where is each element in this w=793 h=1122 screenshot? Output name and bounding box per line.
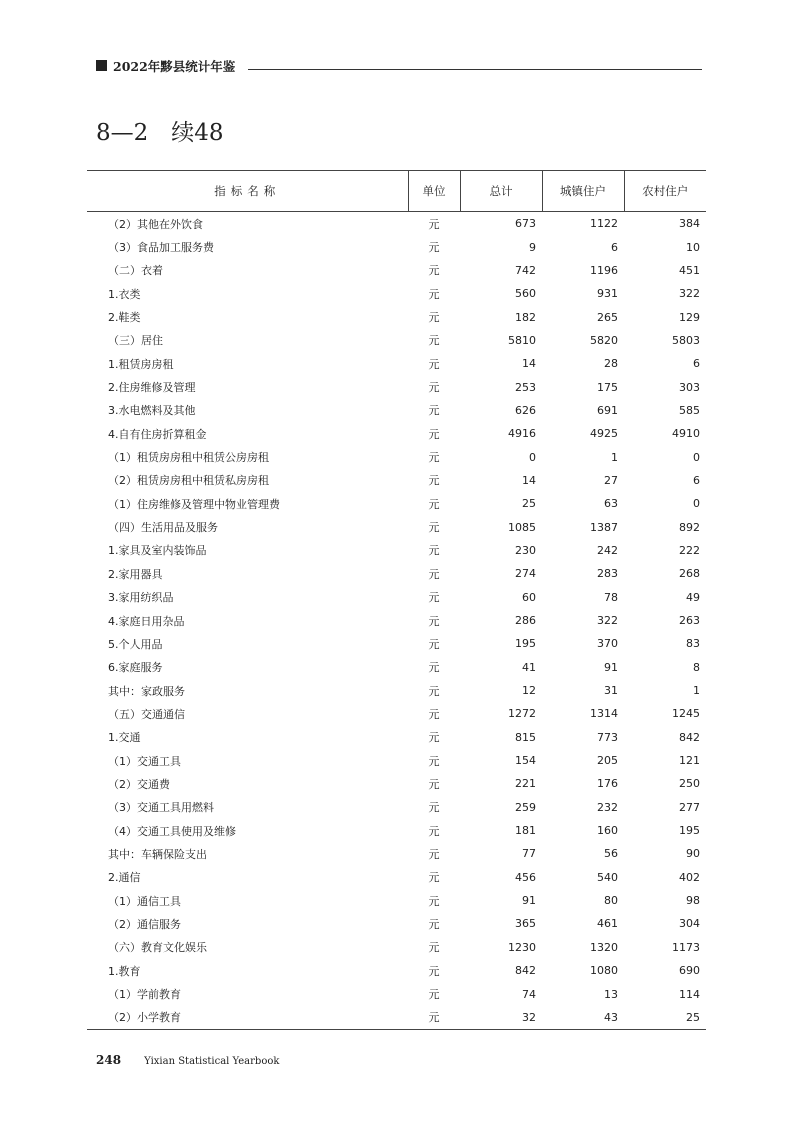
row-urban-cell: 27 xyxy=(604,473,618,487)
row-total-cell: 12 xyxy=(522,684,536,698)
row-total-cell: 221 xyxy=(515,777,536,791)
row-name-cell: 其中：车辆保险支出 xyxy=(108,847,207,861)
row-name-cell: （2）其他在外饮食 xyxy=(108,217,203,231)
table-row xyxy=(87,515,706,538)
table-row xyxy=(87,352,706,375)
table-row xyxy=(87,492,706,515)
row-unit-cell: 元 xyxy=(428,521,440,535)
row-rural-cell: 585 xyxy=(679,403,700,417)
row-total-cell: 456 xyxy=(515,870,536,884)
row-unit-cell: 元 xyxy=(428,964,440,978)
row-total-cell: 74 xyxy=(522,987,536,1001)
row-name-cell: （三）居住 xyxy=(108,334,163,348)
row-rural-cell: 8 xyxy=(693,660,700,674)
row-name-cell: （3）食品加工服务费 xyxy=(108,241,214,255)
table-row xyxy=(87,982,706,1005)
row-unit-cell: 元 xyxy=(428,801,440,815)
row-name-cell: 3.家用纺织品 xyxy=(108,591,174,605)
row-name-cell: 2.通信 xyxy=(108,871,141,885)
row-rural-cell: 277 xyxy=(679,800,700,814)
column-header-urban: 城镇住户 xyxy=(542,171,624,212)
row-urban-cell: 370 xyxy=(597,637,618,651)
row-name-cell: 1.交通 xyxy=(108,731,141,745)
table-row xyxy=(87,889,706,912)
row-total-cell: 14 xyxy=(522,473,536,487)
running-header xyxy=(96,58,702,78)
row-rural-cell: 384 xyxy=(679,217,700,231)
table-header-row xyxy=(87,171,706,212)
row-rural-cell: 0 xyxy=(693,497,700,511)
row-total-cell: 41 xyxy=(522,660,536,674)
row-total-cell: 253 xyxy=(515,380,536,394)
row-name-cell: 4.自有住房折算租金 xyxy=(108,427,207,441)
row-urban-cell: 63 xyxy=(604,497,618,511)
row-rural-cell: 114 xyxy=(679,987,700,1001)
row-name-cell: 1.衣类 xyxy=(108,287,141,301)
row-total-cell: 1230 xyxy=(508,940,536,954)
row-total-cell: 181 xyxy=(515,824,536,838)
row-unit-cell: 元 xyxy=(428,684,440,698)
table-row xyxy=(87,749,706,772)
table-row xyxy=(87,422,706,445)
row-total-cell: 286 xyxy=(515,614,536,628)
row-total-cell: 673 xyxy=(515,217,536,231)
table-row xyxy=(87,1006,706,1030)
table-row xyxy=(87,702,706,725)
table-row xyxy=(87,632,706,655)
row-unit-cell: 元 xyxy=(428,661,440,675)
row-unit-cell: 元 xyxy=(428,287,440,301)
row-total-cell: 32 xyxy=(460,1006,542,1030)
row-urban-cell: 56 xyxy=(604,847,618,861)
row-unit-cell: 元 xyxy=(428,311,440,325)
table-row xyxy=(87,796,706,819)
row-urban-cell: 176 xyxy=(597,777,618,791)
row-urban-cell: 540 xyxy=(597,870,618,884)
table-row xyxy=(87,305,706,328)
row-rural-cell: 90 xyxy=(686,847,700,861)
row-rural-cell: 892 xyxy=(679,520,700,534)
row-rural-cell: 303 xyxy=(679,380,700,394)
row-total-cell: 842 xyxy=(515,964,536,978)
row-rural-cell: 5803 xyxy=(672,333,700,347)
book-name: Yixian Statistical Yearbook xyxy=(144,1056,280,1067)
header-rule xyxy=(248,69,702,70)
row-name-cell: （五）交通通信 xyxy=(108,707,185,721)
table-row xyxy=(87,399,706,422)
table-row xyxy=(87,586,706,609)
row-unit-cell: 元 xyxy=(428,894,440,908)
page-footer xyxy=(96,1049,279,1068)
row-rural-cell: 10 xyxy=(686,240,700,254)
table-row xyxy=(87,562,706,585)
row-name-cell: （1）租赁房房租中租赁公房房租 xyxy=(108,451,269,465)
row-rural-cell: 49 xyxy=(686,590,700,604)
row-total-cell: 25 xyxy=(522,497,536,511)
row-urban-cell: 31 xyxy=(604,684,618,698)
row-rural-cell: 690 xyxy=(679,964,700,978)
row-unit-cell: 元 xyxy=(428,357,440,371)
row-rural-cell: 1 xyxy=(693,684,700,698)
row-rural-cell: 4910 xyxy=(672,427,700,441)
row-total-cell: 560 xyxy=(515,287,536,301)
row-urban-cell: 1320 xyxy=(590,940,618,954)
row-unit-cell: 元 xyxy=(428,941,440,955)
row-urban-cell: 265 xyxy=(597,310,618,324)
row-urban-cell: 80 xyxy=(604,894,618,908)
row-total-cell: 182 xyxy=(515,310,536,324)
row-name-cell: 3.水电燃料及其他 xyxy=(108,404,196,418)
yearbook-title: 2022年黟县统计年鉴 xyxy=(113,59,236,74)
row-name-cell: 2.家用器具 xyxy=(108,567,163,581)
row-total-cell: 5810 xyxy=(508,333,536,347)
table-row xyxy=(87,235,706,258)
row-total-cell: 815 xyxy=(515,730,536,744)
row-rural-cell: 129 xyxy=(679,310,700,324)
row-rural-cell: 263 xyxy=(679,614,700,628)
row-rural-cell: 6 xyxy=(693,473,700,487)
row-unit-cell: 元 xyxy=(428,824,440,838)
row-name-cell: （1）交通工具 xyxy=(108,754,181,768)
row-urban-cell: 13 xyxy=(604,987,618,1001)
row-unit-cell: 元 xyxy=(428,871,440,885)
page-number: 248 xyxy=(96,1053,122,1067)
row-total-cell: 14 xyxy=(522,357,536,371)
row-rural-cell: 402 xyxy=(679,870,700,884)
row-rural-cell: 25 xyxy=(624,1006,706,1030)
row-total-cell: 742 xyxy=(515,263,536,277)
table-row xyxy=(87,912,706,935)
row-urban-cell: 283 xyxy=(597,567,618,581)
row-name-cell: 1.租赁房房租 xyxy=(108,357,174,371)
row-unit-cell: 元 xyxy=(428,404,440,418)
statistics-table xyxy=(87,170,706,1030)
row-name-cell: （二）衣着 xyxy=(108,264,163,278)
row-unit-cell: 元 xyxy=(428,497,440,511)
row-unit-cell: 元 xyxy=(428,754,440,768)
table-row xyxy=(87,609,706,632)
row-unit-cell: 元 xyxy=(428,217,440,231)
row-total-cell: 91 xyxy=(522,894,536,908)
row-rural-cell: 195 xyxy=(679,824,700,838)
row-name-cell: 6.家庭服务 xyxy=(108,661,163,675)
table-row xyxy=(87,375,706,398)
row-total-cell: 4916 xyxy=(508,427,536,441)
row-name-cell: （1）住房维修及管理中物业管理费 xyxy=(108,497,280,511)
row-unit-cell: 元 xyxy=(428,777,440,791)
row-name-cell: 其中：家政服务 xyxy=(108,684,185,698)
row-name-cell: （2）交通费 xyxy=(108,777,170,791)
row-total-cell: 365 xyxy=(515,917,536,931)
row-total-cell: 626 xyxy=(515,403,536,417)
row-rural-cell: 83 xyxy=(686,637,700,651)
row-unit-cell: 元 xyxy=(408,1006,460,1030)
row-unit-cell: 元 xyxy=(428,451,440,465)
row-urban-cell: 6 xyxy=(611,240,618,254)
row-rural-cell: 842 xyxy=(679,730,700,744)
row-name-cell: 4.家庭日用杂品 xyxy=(108,614,185,628)
row-total-cell: 230 xyxy=(515,543,536,557)
row-urban-cell: 931 xyxy=(597,287,618,301)
row-urban-cell: 773 xyxy=(597,730,618,744)
row-unit-cell: 元 xyxy=(428,544,440,558)
table-row xyxy=(87,539,706,562)
row-urban-cell: 691 xyxy=(597,403,618,417)
row-total-cell: 1085 xyxy=(508,520,536,534)
row-unit-cell: 元 xyxy=(428,474,440,488)
table-row xyxy=(87,212,706,236)
column-header-unit: 单位 xyxy=(408,171,460,212)
row-total-cell: 1272 xyxy=(508,707,536,721)
row-unit-cell: 元 xyxy=(428,381,440,395)
row-urban-cell: 160 xyxy=(597,824,618,838)
row-urban-cell: 91 xyxy=(604,660,618,674)
row-rural-cell: 0 xyxy=(693,450,700,464)
row-urban-cell: 1387 xyxy=(590,520,618,534)
row-rural-cell: 250 xyxy=(679,777,700,791)
row-rural-cell: 121 xyxy=(679,754,700,768)
row-unit-cell: 元 xyxy=(428,567,440,581)
table-row xyxy=(87,959,706,982)
row-name-cell: 2.鞋类 xyxy=(108,311,141,325)
table-row xyxy=(87,679,706,702)
row-name-cell: （四）生活用品及服务 xyxy=(108,521,218,535)
row-unit-cell: 元 xyxy=(428,427,440,441)
row-urban-cell: 43 xyxy=(542,1006,624,1030)
row-rural-cell: 6 xyxy=(693,357,700,371)
row-total-cell: 259 xyxy=(515,800,536,814)
row-urban-cell: 1314 xyxy=(590,707,618,721)
row-total-cell: 154 xyxy=(515,754,536,768)
table-row xyxy=(87,469,706,492)
column-header-rural: 农村住户 xyxy=(624,171,706,212)
row-name-cell: 5.个人用品 xyxy=(108,637,163,651)
row-rural-cell: 222 xyxy=(679,543,700,557)
row-rural-cell: 98 xyxy=(686,894,700,908)
row-urban-cell: 242 xyxy=(597,543,618,557)
row-urban-cell: 28 xyxy=(604,357,618,371)
table-row xyxy=(87,819,706,842)
row-urban-cell: 461 xyxy=(597,917,618,931)
row-total-cell: 195 xyxy=(515,637,536,651)
row-total-cell: 274 xyxy=(515,567,536,581)
table-row xyxy=(87,842,706,865)
row-rural-cell: 322 xyxy=(679,287,700,301)
row-urban-cell: 1196 xyxy=(590,263,618,277)
row-urban-cell: 78 xyxy=(604,590,618,604)
table-row xyxy=(87,726,706,749)
row-unit-cell: 元 xyxy=(428,591,440,605)
table-row xyxy=(87,656,706,679)
row-total-cell: 9 xyxy=(529,240,536,254)
row-rural-cell: 1245 xyxy=(672,707,700,721)
row-rural-cell: 1173 xyxy=(672,940,700,954)
row-name-cell: （六）教育文化娱乐 xyxy=(108,941,207,955)
row-rural-cell: 304 xyxy=(679,917,700,931)
row-unit-cell: 元 xyxy=(428,241,440,255)
row-unit-cell: 元 xyxy=(428,264,440,278)
row-rural-cell: 451 xyxy=(679,263,700,277)
table-row xyxy=(87,282,706,305)
row-rural-cell: 268 xyxy=(679,567,700,581)
row-unit-cell: 元 xyxy=(428,334,440,348)
row-total-cell: 60 xyxy=(522,590,536,604)
column-header-name: 指标名称 xyxy=(87,171,408,212)
row-urban-cell: 5820 xyxy=(590,333,618,347)
row-name-cell: （2）通信服务 xyxy=(108,917,181,931)
row-urban-cell: 1 xyxy=(611,450,618,464)
column-header-total: 总计 xyxy=(460,171,542,212)
row-total-cell: 77 xyxy=(522,847,536,861)
row-name-cell: 1.教育 xyxy=(108,964,141,978)
row-name-cell: （2）租赁房房租中租赁私房房租 xyxy=(108,474,269,488)
row-urban-cell: 4925 xyxy=(590,427,618,441)
row-unit-cell: 元 xyxy=(428,988,440,1002)
table-row xyxy=(87,772,706,795)
row-urban-cell: 1122 xyxy=(590,217,618,231)
table-row xyxy=(87,329,706,352)
row-urban-cell: 1080 xyxy=(590,964,618,978)
header-square-marker xyxy=(96,60,107,71)
row-name-cell: （1）通信工具 xyxy=(108,894,181,908)
table-row xyxy=(87,259,706,282)
row-unit-cell: 元 xyxy=(428,707,440,721)
row-name-cell: （3）交通工具用燃料 xyxy=(108,801,214,815)
row-total-cell: 0 xyxy=(529,450,536,464)
section-title: 8—2 续48 xyxy=(96,120,224,146)
row-unit-cell: 元 xyxy=(428,614,440,628)
row-urban-cell: 175 xyxy=(597,380,618,394)
row-unit-cell: 元 xyxy=(428,917,440,931)
table-row xyxy=(87,936,706,959)
table-row xyxy=(87,445,706,468)
row-urban-cell: 322 xyxy=(597,614,618,628)
row-name-cell: 1.家具及室内装饰品 xyxy=(108,544,207,558)
row-urban-cell: 205 xyxy=(597,754,618,768)
row-name-cell: （1）学前教育 xyxy=(108,988,181,1002)
row-unit-cell: 元 xyxy=(428,637,440,651)
table-row xyxy=(87,866,706,889)
row-name-cell: （4）交通工具使用及维修 xyxy=(108,824,236,838)
row-name-cell: （2）小学教育 xyxy=(87,1006,408,1030)
row-unit-cell: 元 xyxy=(428,847,440,861)
row-urban-cell: 232 xyxy=(597,800,618,814)
row-unit-cell: 元 xyxy=(428,731,440,745)
table-body xyxy=(87,212,706,1030)
row-name-cell: 2.住房维修及管理 xyxy=(108,381,196,395)
